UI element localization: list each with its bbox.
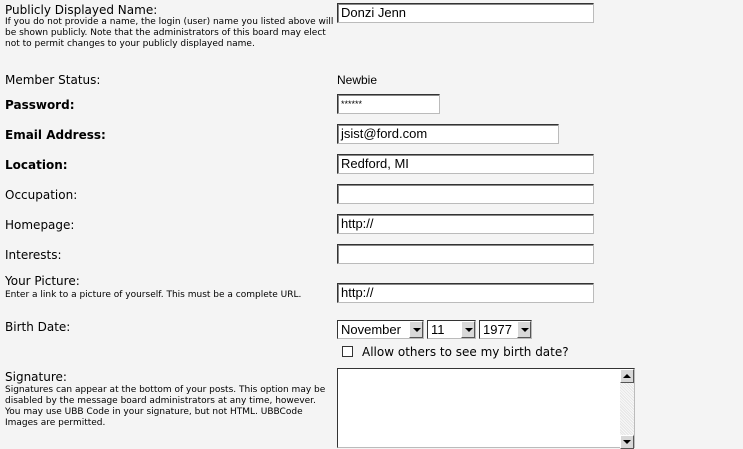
interests-label: Interests:	[5, 248, 62, 262]
location-input[interactable]: Redford, MI	[337, 154, 594, 174]
birth-month-select[interactable]	[337, 320, 424, 339]
location-label: Location:	[5, 158, 68, 172]
show-birth-date-checkbox[interactable]	[342, 346, 353, 357]
homepage-input[interactable]: http://	[337, 214, 594, 234]
birth-month-value: November	[341, 322, 401, 337]
email-input[interactable]: jsist@ford.com	[337, 124, 559, 144]
picture-label: Your Picture:	[5, 274, 80, 288]
chevron-down-icon[interactable]	[517, 321, 531, 338]
interests-input[interactable]	[337, 244, 594, 264]
show-birth-date-label[interactable]: Allow others to see my birth date?	[362, 345, 569, 359]
birth-date-label: Birth Date:	[5, 320, 71, 334]
display-name-input[interactable]: Donzi Jenn	[337, 3, 594, 23]
display-name-label: Publicly Displayed Name:	[5, 3, 158, 17]
signature-scrollbar[interactable]	[620, 369, 634, 447]
birth-year-select[interactable]	[479, 320, 532, 339]
chevron-down-icon[interactable]	[409, 321, 423, 338]
occupation-input[interactable]	[337, 184, 594, 204]
member-status-label: Member Status:	[5, 73, 101, 87]
scroll-down-icon[interactable]	[620, 435, 634, 449]
birth-day-value: 11	[431, 322, 445, 337]
display-name-description: If you do not provide a name, the login (user) name you listed above will be shown publicly. Note that the administrators of this board may elect not to permit changes to your publicly displayed name.	[5, 17, 334, 49]
homepage-label: Homepage:	[5, 218, 75, 232]
signature-description: Signatures can appear at the bottom of your posts. This option may be disabled by the message board administrators at any time, however. You may use UBB Code in your signature, but not HTML. UBBCode Images are permitted.	[5, 385, 326, 428]
chevron-down-icon[interactable]	[461, 321, 475, 338]
picture-url-input[interactable]: http://	[337, 283, 594, 303]
member-status-value: Newbie	[337, 73, 378, 87]
birth-day-select[interactable]	[427, 320, 476, 339]
picture-description: Enter a link to a picture of yourself. This must be a complete URL.	[5, 290, 302, 300]
signature-label: Signature:	[5, 370, 67, 384]
email-label: Email Address:	[5, 128, 106, 142]
signature-textarea[interactable]	[337, 368, 635, 448]
occupation-label: Occupation:	[5, 188, 78, 202]
birth-year-value: 1977	[483, 322, 512, 337]
password-input[interactable]: ******	[337, 94, 440, 114]
scroll-up-icon[interactable]	[620, 369, 634, 383]
password-label: Password:	[5, 98, 75, 112]
